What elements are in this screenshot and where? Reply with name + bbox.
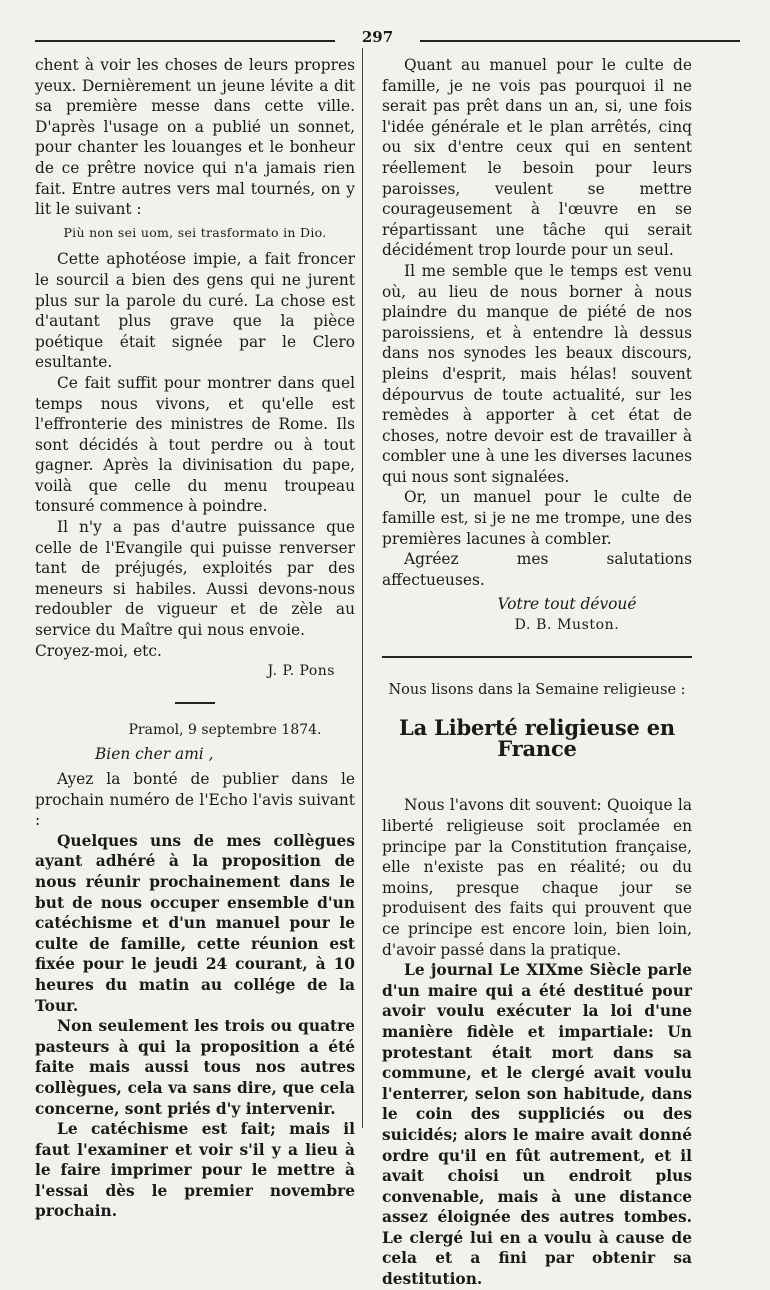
section-dash xyxy=(175,702,215,704)
right-column xyxy=(382,55,692,1290)
header-rule-right xyxy=(420,40,740,42)
right-para-3: Or, un manuel pour le culte de famille est, si je ne me trompe, une des premières lacunes à combler. xyxy=(382,488,692,548)
dateline: Pramol, 9 septembre 1874. xyxy=(128,721,322,738)
source-line: Nous lisons dans la Semaine religieuse : xyxy=(388,681,686,698)
page-header xyxy=(35,28,740,50)
section-rule xyxy=(382,656,692,658)
closing-formula: Croyez-moi, etc. xyxy=(35,641,162,660)
header-rule-left xyxy=(35,40,335,42)
right-para-4: Agréez mes salutations affectueuses. xyxy=(382,550,692,589)
closing-signature: Votre tout dévoué xyxy=(497,595,637,614)
right-para-1: Quant au manuel pour le culte de famille, je ne vois pas pourquoi il ne serait pas prêt dans un an, si, une fois l'idée générale et le plan arrêtés, cinq ou six d'entre ceux qui en sentent réellement le besoin pour leurs paroisses, veulent se mettre courageusement à l'œuvre en se répartissant une tâche qui serait décidément trop lourde pour un seul. xyxy=(382,56,692,260)
article-headline: La Liberté religieuse en France xyxy=(399,715,675,761)
left-para-5: Ayez la bonté de publier dans le prochain numéro de l'Echo l'avis suivant : xyxy=(35,770,355,830)
page-number: 297 xyxy=(361,28,394,46)
right-para-2: Il me semble que le temps est venu où, au lieu de nous borner à nous plaindre du manque de piété de nos paroissiens, et à entendre là dessus dans nos synodes les beaux discours, pleins d'esprit, mais hélas! souvent dépourvus de toute actualité, sur les remèdes à apporter à cet état de choses, notre devoir est de travailler à combler une à une les diverses lacunes qui nous sont signalées. xyxy=(382,261,692,486)
left-para-6: Quelques uns de mes collègues ayant adhéré à la proposition de nous réunir prochainement dans le but de nous occuper ensemble d'un catéchisme et d'un manuel pour le culte de famille, cette réunion est fixée pour le jeudi 24 courant, à 10 heures du matin au collége de la Tour. xyxy=(35,831,355,1015)
italian-quote: Più non sei uom, sei trasformato in Dio. xyxy=(63,224,327,240)
left-para-4: Il n'y a pas d'autre puissance que celle de l'Evangile qui puisse renverser tant de préjugés, exploités par des meneurs si habiles. Aussi devons-nous redoubler de vigueur et de zèle au service du Maître qui nous envoie. xyxy=(35,518,355,640)
left-column xyxy=(35,55,355,1222)
salutation: Bien cher ami , xyxy=(95,745,214,764)
ornament-mark xyxy=(382,773,692,787)
column-divider xyxy=(362,48,363,1128)
signature-pons: J. P. Pons xyxy=(267,663,335,680)
left-para-3: Ce fait suffit pour montrer dans quel temps nous vivons, et qu'elle est l'effronterie des ministres de Rome. Ils sont décidés à tout perdre ou à tout gagner. Après la divinisation du pape, voilà que celle du menu troupeau tonsuré commence à poindre. xyxy=(35,373,355,516)
right-para-6: Le journal Le XIXme Siècle parle d'un maire qui a été destitué pour avoir voulu exécuter la loi d'une manière fidèle et impartiale: Un protestant était mort dans sa commune, et le clergé avait voulu l'enterrer, selon son habitude, dans le coin des suppliciés ou des suicidés; alors le maire avait donné ordre qu'il en fût autrement, et il avait choisi un endroit plus convenable, mais à une distance assez éloignée des autres tombes. Le clergé lui en a voulu à cause de cela et a fini par obtenir sa destitution. xyxy=(382,961,692,1289)
right-para-5: Nous l'avons dit souvent: Quoique la liberté religieuse soit proclamée en principe par la Constitution française, elle n'existe pas en réalité; ou du moins, presque chaque jour se produisent des faits qui prouvent que ce principe est encore loin, bien loin, d'avoir passé dans la pratique. xyxy=(382,796,692,959)
left-para-8: Le catéchisme est fait; mais il faut l'examiner et voir s'il y a lieu à le faire imprimer pour le mettre à l'essai dès le premier novembre prochain. xyxy=(35,1120,355,1221)
left-para-1: chent à voir les choses de leurs propres yeux. Dernièrement un jeune lévite a dit sa première messe dans cette ville. D'après l'usage on a publié un sonnet, pour chanter les louanges et le bonheur de ce prêtre novice qui n'a jamais rien fait. Entre autres vers mal tournés, on y lit le suivant : xyxy=(35,56,355,219)
left-para-7: Non seulement les trois ou quatre pasteurs à qui la proposition a été faite mais aussi tous nos autres collègues, cela va sans dire, que cela concerne, sont priés d'y intervenir. xyxy=(35,1017,355,1118)
signature-muston: D. B. Muston. xyxy=(514,617,620,634)
left-para-2: Cette aphotéose impie, a fait froncer le sourcil a bien des gens qui ne jurent plus sur la parole du curé. La chose est d'autant plus grave que la pièce poétique était signée par le Clero esultante. xyxy=(35,250,355,372)
